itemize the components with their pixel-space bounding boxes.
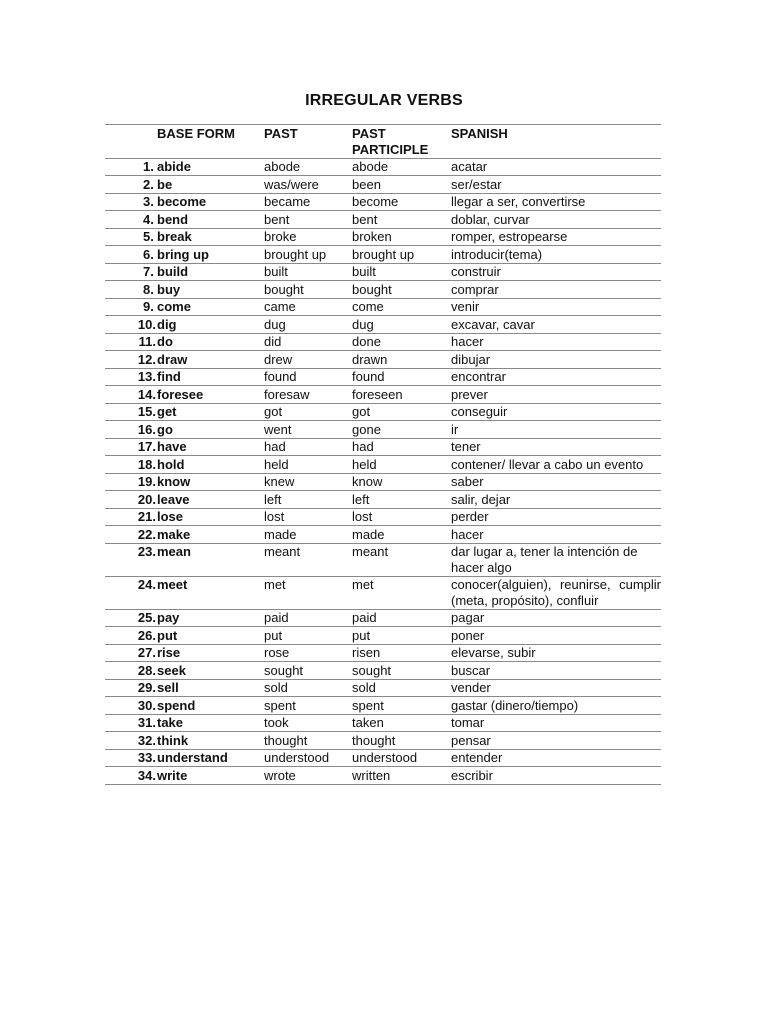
verb-base-form: spend: [157, 697, 264, 715]
verb-base-form: know: [157, 473, 264, 491]
table-row: [105, 176, 661, 194]
verb-spanish: ir: [451, 421, 661, 439]
verb-spanish: tomar: [451, 714, 661, 732]
table-row: [105, 644, 661, 662]
verb-base-form: be: [157, 176, 264, 194]
verb-base-form: foresee: [157, 386, 264, 404]
verb-past-participle: had: [352, 438, 451, 456]
verb-number-label: 31.: [137, 715, 156, 730]
verb-number-label: 6.: [143, 246, 154, 262]
irregular-verbs-table: [105, 124, 661, 785]
verb-past-participle: drawn: [352, 351, 451, 369]
verb-past: brought up: [264, 246, 352, 264]
verb-base-form: get: [157, 403, 264, 421]
verb-past-participle: held: [352, 456, 451, 474]
table-row: [105, 421, 661, 439]
header-spanish: SPANISH: [451, 125, 661, 159]
verb-past: sold: [264, 679, 352, 697]
verb-spanish: construir: [451, 263, 661, 281]
verb-spanish: contener/ llevar a cabo un evento: [451, 456, 661, 474]
verb-number: [105, 732, 157, 750]
verb-number: [105, 697, 157, 715]
verb-spanish: ser/estar: [451, 176, 661, 194]
verb-number-label: 20.: [137, 491, 156, 507]
verb-past: foresaw: [264, 386, 352, 404]
verb-past-participle: bent: [352, 211, 451, 229]
verb-past-participle: become: [352, 193, 451, 211]
table-row: [105, 246, 661, 264]
verb-past: left: [264, 491, 352, 509]
verb-spanish: doblar, curvar: [451, 211, 661, 229]
verb-spanish: acatar: [451, 158, 661, 176]
verb-base-form: take: [157, 714, 264, 732]
table-row: [105, 508, 661, 526]
verb-base-form: have: [157, 438, 264, 456]
verb-number: [105, 228, 157, 246]
verb-past-participle: dug: [352, 316, 451, 334]
table-row: [105, 193, 661, 211]
table-row: [105, 543, 661, 576]
verb-base-form: bend: [157, 211, 264, 229]
verb-past: wrote: [264, 767, 352, 785]
verb-base-form: lose: [157, 508, 264, 526]
verb-number: [105, 526, 157, 544]
verb-base-form: build: [157, 263, 264, 281]
verb-past: knew: [264, 473, 352, 491]
verb-past: got: [264, 403, 352, 421]
verb-past-participle: understood: [352, 749, 451, 767]
verb-past: held: [264, 456, 352, 474]
verb-number: [105, 679, 157, 697]
verb-base-form: go: [157, 421, 264, 439]
verb-number-label: 21.: [137, 509, 156, 524]
table-row: [105, 403, 661, 421]
verb-base-form: dig: [157, 316, 264, 334]
verb-past-participle: meant: [352, 543, 451, 576]
verb-base-form: make: [157, 526, 264, 544]
verb-number-label: 32.: [137, 732, 156, 748]
verb-past-participle: met: [352, 576, 451, 609]
table-row: [105, 609, 661, 627]
verb-number: [105, 421, 157, 439]
verb-past-participle: foreseen: [352, 386, 451, 404]
verb-past: abode: [264, 158, 352, 176]
verb-past: did: [264, 333, 352, 351]
verb-number: [105, 473, 157, 491]
verb-base-form: pay: [157, 609, 264, 627]
verb-number: [105, 386, 157, 404]
verb-past-participle: risen: [352, 644, 451, 662]
verb-number: [105, 627, 157, 645]
verb-number: [105, 246, 157, 264]
page-title: IRREGULAR VERBS: [305, 92, 463, 109]
verb-number-label: 27.: [137, 645, 156, 660]
table-row: [105, 714, 661, 732]
verb-spanish: conocer(alguien), reunirse, cumplir (meta, propósito), confluir: [451, 577, 661, 608]
table-row: [105, 438, 661, 456]
verb-past-participle: bought: [352, 281, 451, 299]
verb-spanish: dar lugar a, tener la intención de hacer algo: [451, 543, 661, 576]
verb-number-label: 28.: [137, 662, 156, 678]
verb-number: [105, 368, 157, 386]
verb-past: sought: [264, 662, 352, 680]
verb-spanish: hacer: [451, 526, 661, 544]
table-row: [105, 456, 661, 474]
verb-past-participle: sought: [352, 662, 451, 680]
verb-number-label: 15.: [137, 404, 156, 419]
verb-spanish: llegar a ser, convertirse: [451, 193, 661, 211]
verb-past: put: [264, 627, 352, 645]
verb-past: met: [264, 576, 352, 609]
verb-spanish: conseguir: [451, 403, 661, 421]
verb-spanish: salir, dejar: [451, 491, 661, 509]
verb-number: [105, 767, 157, 785]
verb-base-form: meet: [157, 576, 264, 609]
verb-number-label: 9.: [143, 299, 154, 314]
verb-number-label: 1.: [143, 159, 154, 174]
table-row: [105, 749, 661, 767]
verb-past: was/were: [264, 176, 352, 194]
verb-number: [105, 609, 157, 627]
verb-spanish: elevarse, subir: [451, 644, 661, 662]
table-header-row: [105, 125, 661, 159]
verb-number-label: 19.: [137, 474, 156, 489]
table-row: [105, 697, 661, 715]
verb-number-label: 24.: [137, 577, 156, 592]
verb-number-label: 17.: [137, 439, 156, 454]
verb-past-participle: taken: [352, 714, 451, 732]
verb-number-label: 3.: [143, 194, 154, 209]
verb-number-label: 22.: [137, 526, 156, 542]
verb-past: drew: [264, 351, 352, 369]
verb-base-form: become: [157, 193, 264, 211]
verb-base-form: think: [157, 732, 264, 750]
verb-number-label: 2.: [143, 176, 154, 192]
verb-past-participle: found: [352, 368, 451, 386]
verb-number: [105, 281, 157, 299]
verb-base-form: leave: [157, 491, 264, 509]
header-past-participle: PAST PARTICIPLE: [352, 125, 451, 159]
verb-base-form: sell: [157, 679, 264, 697]
verb-spanish: excavar, cavar: [451, 316, 661, 334]
verb-spanish: hacer: [451, 333, 661, 351]
verb-number-label: 14.: [137, 386, 156, 402]
header-number: [105, 125, 157, 159]
verb-past-participle: got: [352, 403, 451, 421]
verb-number: [105, 508, 157, 526]
verb-number: [105, 662, 157, 680]
verb-past-participle: sold: [352, 679, 451, 697]
table-row: [105, 627, 661, 645]
verb-number: [105, 491, 157, 509]
verb-spanish: vender: [451, 679, 661, 697]
table-row: [105, 386, 661, 404]
verb-past-participle: brought up: [352, 246, 451, 264]
verb-past: took: [264, 714, 352, 732]
verb-past: dug: [264, 316, 352, 334]
verb-past-participle: lost: [352, 508, 451, 526]
verb-base-form: come: [157, 298, 264, 316]
header-base-form: BASE FORM: [157, 125, 264, 159]
verb-base-form: draw: [157, 351, 264, 369]
verb-base-form: break: [157, 228, 264, 246]
table-row: [105, 316, 661, 334]
verb-past: meant: [264, 543, 352, 576]
verb-number: [105, 456, 157, 474]
verb-number-label: 11.: [138, 334, 156, 349]
verb-number-label: 29.: [137, 680, 156, 695]
verb-past: came: [264, 298, 352, 316]
table-row: [105, 679, 661, 697]
verb-base-form: rise: [157, 644, 264, 662]
verb-past-participle: spent: [352, 697, 451, 715]
verb-past: paid: [264, 609, 352, 627]
verb-past-participle: written: [352, 767, 451, 785]
verb-number-label: 16.: [137, 421, 156, 437]
verb-past: built: [264, 263, 352, 281]
verb-past: bought: [264, 281, 352, 299]
verb-number: [105, 158, 157, 176]
table-row: [105, 228, 661, 246]
table-row: [105, 351, 661, 369]
table-row: [105, 526, 661, 544]
verb-number-label: 5.: [143, 229, 154, 244]
verb-past-participle: built: [352, 263, 451, 281]
verb-number-label: 13.: [137, 369, 156, 384]
verb-spanish: venir: [451, 298, 661, 316]
verb-base-form: seek: [157, 662, 264, 680]
verb-number: [105, 211, 157, 229]
verb-past-participle: left: [352, 491, 451, 509]
verb-number: [105, 263, 157, 281]
verb-past: became: [264, 193, 352, 211]
verb-spanish: tener: [451, 438, 661, 456]
verb-past-participle: paid: [352, 609, 451, 627]
verb-spanish: romper, estropearse: [451, 228, 661, 246]
verb-past: made: [264, 526, 352, 544]
verb-number-label: 34.: [137, 767, 156, 783]
verb-number: [105, 749, 157, 767]
table-row: [105, 767, 661, 785]
verb-spanish: dibujar: [451, 351, 661, 369]
header-past: PAST: [264, 125, 352, 159]
verb-spanish: gastar (dinero/tiempo): [451, 697, 661, 715]
verb-base-form: find: [157, 368, 264, 386]
verb-number-label: 23.: [137, 544, 156, 559]
table-row: [105, 576, 661, 609]
verb-spanish: pensar: [451, 732, 661, 750]
verb-base-form: write: [157, 767, 264, 785]
verb-number: [105, 193, 157, 211]
verb-past: rose: [264, 644, 352, 662]
verb-number: [105, 644, 157, 662]
verb-number-label: 4.: [143, 211, 154, 227]
table-row: [105, 263, 661, 281]
verb-number-label: 30.: [137, 697, 156, 713]
verb-number-label: 12.: [137, 351, 156, 367]
verb-spanish: entender: [451, 749, 661, 767]
verb-past: lost: [264, 508, 352, 526]
verb-spanish: saber: [451, 473, 661, 491]
verb-past-participle: made: [352, 526, 451, 544]
verb-number: [105, 333, 157, 351]
verb-number: [105, 176, 157, 194]
verb-past: thought: [264, 732, 352, 750]
verb-spanish: comprar: [451, 281, 661, 299]
verb-spanish: poner: [451, 627, 661, 645]
table-body: [105, 158, 661, 784]
verb-past-participle: done: [352, 333, 451, 351]
verb-past-participle: broken: [352, 228, 451, 246]
verb-base-form: mean: [157, 543, 264, 576]
table-row: [105, 298, 661, 316]
verb-past: went: [264, 421, 352, 439]
verb-number: [105, 714, 157, 732]
verb-number: [105, 403, 157, 421]
verb-base-form: understand: [157, 749, 264, 767]
verb-past: had: [264, 438, 352, 456]
table-row: [105, 368, 661, 386]
verb-number-label: 26.: [137, 627, 156, 643]
verb-past-participle: know: [352, 473, 451, 491]
verb-number-label: 33.: [137, 750, 156, 765]
verb-spanish: buscar: [451, 662, 661, 680]
verb-past: found: [264, 368, 352, 386]
verb-base-form: hold: [157, 456, 264, 474]
verb-base-form: do: [157, 333, 264, 351]
verb-number: [105, 438, 157, 456]
verb-past: broke: [264, 228, 352, 246]
verb-number: [105, 543, 157, 576]
verb-spanish: introducir(tema): [451, 246, 661, 264]
verb-past-participle: put: [352, 627, 451, 645]
verb-number: [105, 316, 157, 334]
table-row: [105, 491, 661, 509]
table-row: [105, 158, 661, 176]
verb-past-participle: been: [352, 176, 451, 194]
verb-spanish: perder: [451, 508, 661, 526]
table-row: [105, 333, 661, 351]
table-row: [105, 211, 661, 229]
verb-base-form: bring up: [157, 246, 264, 264]
table-row: [105, 662, 661, 680]
table-row: [105, 473, 661, 491]
verb-past: bent: [264, 211, 352, 229]
verb-number: [105, 351, 157, 369]
verb-past-participle: come: [352, 298, 451, 316]
verb-spanish: prever: [451, 386, 661, 404]
verb-number: [105, 576, 157, 609]
verb-number-label: 8.: [143, 281, 154, 297]
verb-number-label: 7.: [143, 264, 154, 279]
verb-spanish: pagar: [451, 609, 661, 627]
verb-number: [105, 298, 157, 316]
verb-number-label: 10.: [137, 316, 156, 332]
verb-base-form: put: [157, 627, 264, 645]
verb-spanish: encontrar: [451, 368, 661, 386]
verb-past: understood: [264, 749, 352, 767]
verb-number-label: 18.: [137, 456, 156, 472]
table-row: [105, 732, 661, 750]
verb-base-form: abide: [157, 158, 264, 176]
verb-past-participle: thought: [352, 732, 451, 750]
verb-past-participle: gone: [352, 421, 451, 439]
verb-past-participle: abode: [352, 158, 451, 176]
verb-number-label: 25.: [137, 610, 156, 625]
verb-past: spent: [264, 697, 352, 715]
table-row: [105, 281, 661, 299]
verb-spanish: escribir: [451, 767, 661, 785]
verb-base-form: buy: [157, 281, 264, 299]
